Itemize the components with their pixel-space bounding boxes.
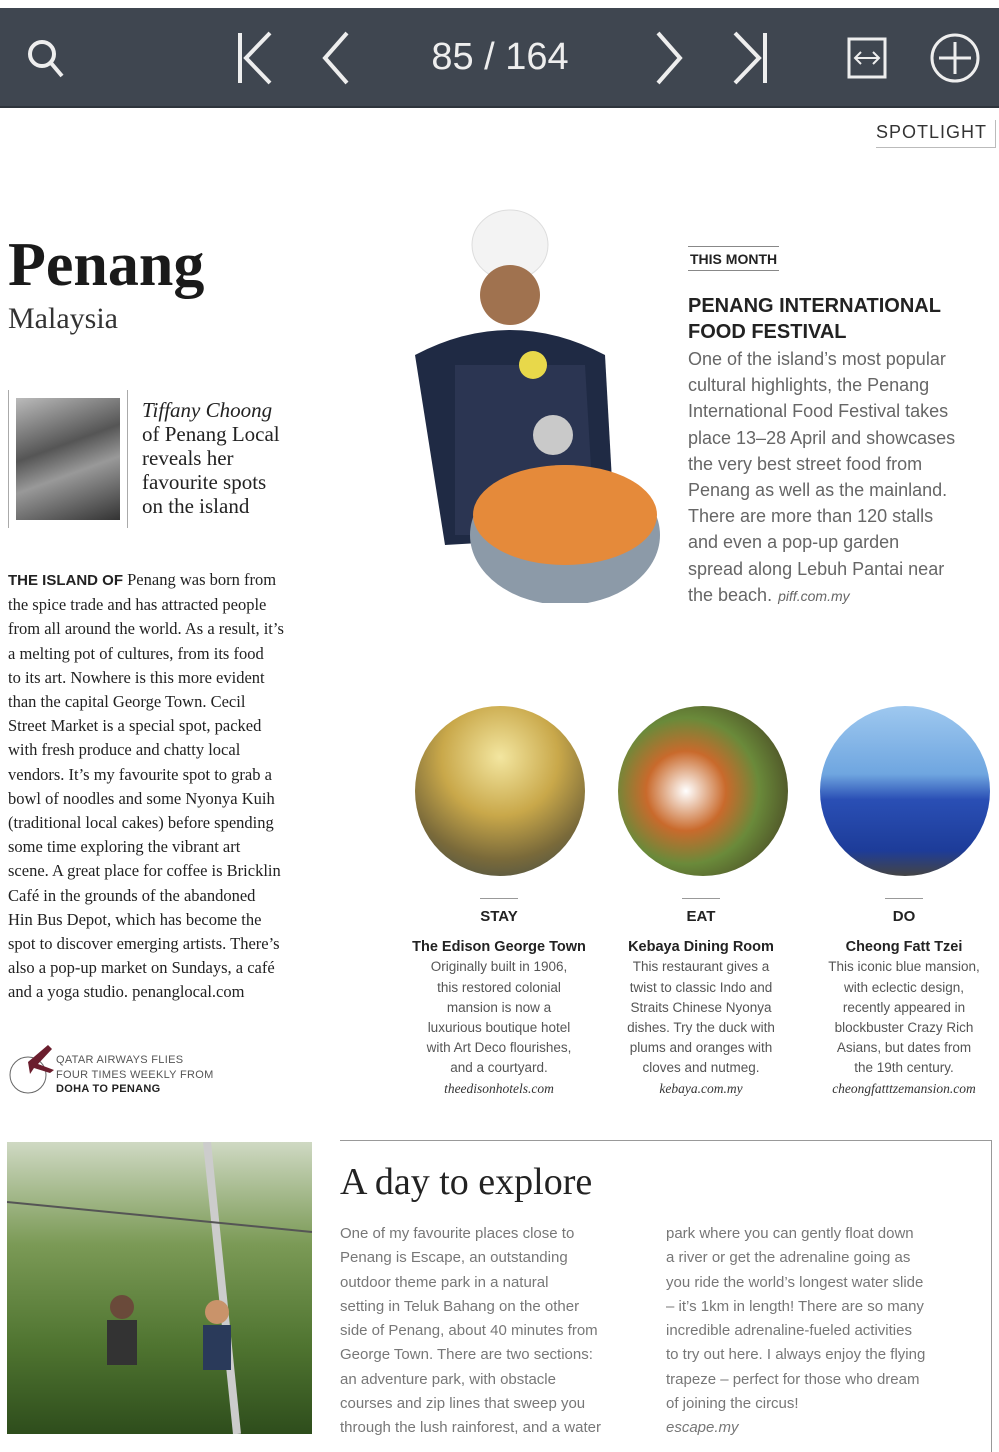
column-url[interactable]: cheongfatttzemansion.com <box>832 1080 976 1096</box>
explore-line: side of Penang, about 40 minutes from <box>340 1322 598 1340</box>
page-title: Penang <box>8 231 205 299</box>
column-venue-name: Cheong Fatt Tzei <box>845 939 963 956</box>
explore-line: courses and zip lines that sweep you <box>340 1395 586 1413</box>
explore-line: you ride the world’s longest water slide <box>666 1273 924 1291</box>
column-category: DO <box>892 908 916 925</box>
column-line: cloves and nutmeg. <box>642 1060 760 1076</box>
body-line <box>8 859 284 883</box>
explore-line: of joining the circus! <box>666 1395 799 1413</box>
body-text: Hin Bus Depot, which has become the <box>8 909 262 929</box>
stay-column <box>404 898 594 1099</box>
body-line <box>8 835 284 859</box>
body-line <box>8 932 284 956</box>
page-subtitle: Malaysia <box>8 302 118 335</box>
festival-line: and even a pop-up garden <box>688 532 900 553</box>
column-line: the 19th century. <box>854 1060 954 1076</box>
explore-line: park where you can gently float down <box>666 1225 914 1242</box>
explore-col-1 <box>340 1222 601 1441</box>
body-line <box>8 690 284 714</box>
qatar-line: DOHA TO PENANG <box>56 1083 161 1095</box>
column-line: Originally built in 1906, <box>430 959 568 975</box>
column-line: and a courtyard. <box>450 1060 548 1076</box>
chef-photo <box>385 205 660 603</box>
festival-url: piff.com.my <box>778 587 850 604</box>
column-line: with eclectic design, <box>843 979 965 995</box>
airplane-icon <box>8 1040 58 1100</box>
festival-body <box>688 346 955 609</box>
body-line <box>8 738 284 762</box>
body-text: spot to discover emerging artists. There’s <box>8 934 280 954</box>
fit-width-icon[interactable] <box>842 28 892 88</box>
body-text: the spice trade and has attracted people <box>8 595 267 615</box>
body-text: scene. A great place for coffee is Bricklin <box>8 861 281 881</box>
last-page-icon[interactable] <box>720 28 780 88</box>
body-text: vendors. It’s my favourite spot to grab a <box>8 764 272 784</box>
intro-line: reveals her <box>142 446 234 470</box>
explore-line: setting in Teluk Bahang on the other <box>340 1297 580 1315</box>
festival-line: There are more than 120 stalls <box>688 506 934 527</box>
explore-line: incredible adrenaline-fueled activities <box>666 1322 912 1340</box>
column-category: STAY <box>480 908 518 925</box>
body-text: with fresh produce and chatty local <box>8 740 241 760</box>
search-icon[interactable] <box>20 28 72 88</box>
body-line <box>8 956 284 980</box>
explore-line: escape.my <box>666 1419 739 1437</box>
column-line: luxurious boutique hotel <box>427 1020 571 1036</box>
explore-col-2 <box>666 1222 925 1441</box>
body-text: also a pop-up market on Sundays, a café <box>8 958 275 978</box>
section-tag: SPOTLIGHT <box>876 120 996 148</box>
column-url[interactable]: kebaya.com.my <box>659 1080 743 1096</box>
this-month-label: THIS MONTH <box>688 246 779 271</box>
explore-line: trapeze – perfect for those who dream <box>666 1370 920 1388</box>
column-line: this restored colonial <box>437 979 561 995</box>
festival-line: the beach. <box>688 584 773 605</box>
body-line <box>8 763 284 787</box>
previous-page-icon[interactable] <box>310 28 360 88</box>
intro-line: favourite spots <box>142 470 267 494</box>
festival-line: cultural highlights, the Penang <box>688 375 930 396</box>
festival-line: place 13–28 April and showcases <box>688 427 956 448</box>
column-line: Asians, but dates from <box>836 1040 972 1056</box>
festival-line: International Food Festival takes <box>688 401 949 422</box>
explore-line: One of my favourite places close to <box>340 1225 575 1242</box>
explore-line: to try out here. I always enjoy the flying <box>666 1346 926 1364</box>
body-text: a melting pot of cultures, from its food <box>8 643 264 663</box>
festival-line: Penang as well as the mainland. <box>688 480 948 501</box>
explore-line: an adventure park, with obstacle <box>340 1370 556 1388</box>
explore-line: – it’s 1km in length! There are so many <box>666 1297 924 1315</box>
body-line <box>8 884 284 908</box>
do-photo <box>820 706 990 876</box>
festival-title-line: PENANG INTERNATIONAL <box>688 295 941 317</box>
article-body <box>8 568 284 1005</box>
body-text: bowl of noodles and some Nyonya Kuih <box>8 788 275 808</box>
festival-line: spread along Lebuh Pantai near <box>688 558 945 579</box>
divider <box>480 898 518 899</box>
divider <box>885 898 923 899</box>
body-text: than the capital George Town. Cecil <box>8 692 246 712</box>
eat-photo <box>618 706 788 876</box>
body-line <box>8 666 284 690</box>
festival-line: the very best street food from <box>688 453 923 474</box>
qatar-line: FOUR TIMES WEEKLY FROM <box>56 1068 214 1081</box>
explore-line: a river or get the adrenaline going as <box>666 1249 911 1267</box>
author-name: Tiffany Choong <box>142 398 273 422</box>
body-text: Café in the grounds of the abandoned <box>8 885 256 905</box>
body-line <box>8 568 284 593</box>
festival-title <box>688 293 941 345</box>
column-line: Straits Chinese Nyonya <box>630 999 772 1015</box>
eat-column <box>606 898 796 1099</box>
festival-line: One of the island’s most popular <box>688 349 946 369</box>
do-column <box>809 898 999 1099</box>
reader-toolbar <box>0 8 999 108</box>
column-line: dishes. Try the duck with <box>627 1020 775 1036</box>
body-line <box>8 593 284 617</box>
column-line: with Art Deco flourishes, <box>426 1040 572 1056</box>
column-line: plums and oranges with <box>629 1040 773 1056</box>
column-line: recently appeared in <box>842 999 966 1015</box>
stay-photo <box>415 706 585 876</box>
column-line: mansion is now a <box>446 999 552 1015</box>
zoom-in-icon[interactable] <box>925 28 985 88</box>
qatar-note <box>56 1053 214 1097</box>
body-text: and a yoga studio. penanglocal.com <box>8 982 245 1002</box>
column-category: EAT <box>686 908 716 925</box>
body-text: from all around the world. As a result, it’s <box>8 619 284 639</box>
body-line <box>8 787 284 811</box>
column-venue-name: Kebaya Dining Room <box>628 939 774 956</box>
body-line <box>8 642 284 666</box>
intro-line: on the island <box>142 494 250 518</box>
body-text: Penang was born from <box>123 570 277 589</box>
column-url[interactable]: theedisonhotels.com <box>444 1080 554 1096</box>
body-text: (traditional local cakes) before spending <box>8 813 274 833</box>
body-text: some time exploring the vibrant art <box>8 837 241 857</box>
column-line: twist to classic Indo and <box>629 979 773 995</box>
column-line: This iconic blue mansion, <box>828 959 980 975</box>
qatar-line: QATAR AIRWAYS FLIES <box>56 1054 184 1066</box>
first-page-icon[interactable] <box>225 28 285 88</box>
column-line: This restaurant gives a <box>632 959 770 975</box>
explore-line: outdoor theme park in a natural <box>340 1273 549 1291</box>
body-line <box>8 980 284 1004</box>
explore-line: through the lush rainforest, and a water <box>340 1419 601 1437</box>
intro-line: of Penang Local <box>142 422 280 446</box>
explore-line: George Town. There are two sections: <box>340 1346 593 1364</box>
column-line: blockbuster Crazy Rich <box>834 1020 974 1036</box>
body-line <box>8 811 284 835</box>
page-indicator: 85 / 164 <box>431 36 569 78</box>
body-line <box>8 617 284 641</box>
body-text: Street Market is a special spot, packed <box>8 716 262 736</box>
explore-title: A day to explore <box>340 1161 593 1203</box>
author-intro <box>142 398 280 518</box>
explore-line: Penang is Escape, an outstanding <box>340 1249 568 1267</box>
body-lead: THE ISLAND OF <box>8 572 123 589</box>
next-page-icon[interactable] <box>645 28 695 88</box>
body-text: to its art. Nowhere is this more evident <box>8 667 265 687</box>
festival-title-line: FOOD FESTIVAL <box>688 321 847 343</box>
column-venue-name: The Edison George Town <box>412 939 586 956</box>
zipline-photo <box>7 1142 312 1434</box>
author-portrait <box>16 398 120 520</box>
body-line <box>8 714 284 738</box>
divider <box>682 898 720 899</box>
body-line <box>8 908 284 932</box>
